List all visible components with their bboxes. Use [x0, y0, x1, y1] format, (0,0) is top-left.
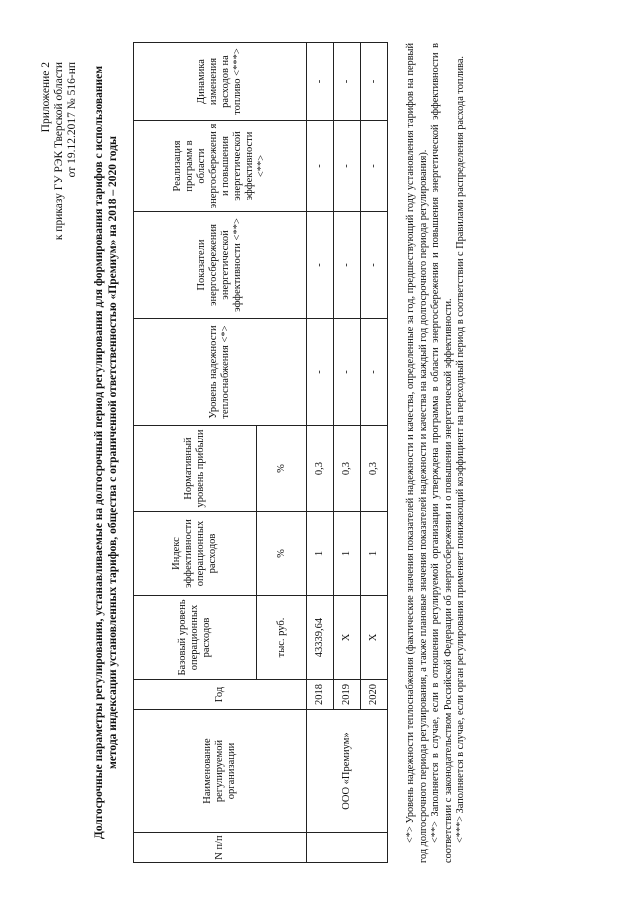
cell-org: ООО «Премиум»: [307, 710, 388, 833]
cell-base: 43339,64: [307, 596, 334, 680]
cell-program: -: [361, 121, 388, 212]
header-program: Реализация программ в области энергосбережени я и повышения энергетической эффективности <**>: [134, 121, 307, 212]
cell-energy: -: [334, 212, 361, 319]
header-fuel: Динамика изменения расходов на топливо <***>: [134, 43, 307, 121]
cell-num: [307, 833, 388, 863]
footnote-1: <*> Уровень надежности теплоснабжения (фактические значения показателей надежности и качества, определенные за год, предшествующий году установления тарифов на первый год долгосрочного периода регулирования, а также плановые значения показателей надежности и качества на каждый год долгосрочного периода регулирования).: [405, 43, 429, 863]
header-year: Год: [134, 680, 307, 710]
header-row: [134, 43, 257, 863]
title-line-1: Долгосрочные параметры регулирования, устанавливаемые на долгосрочный период регулирования для формирования тарифов с использованием: [93, 65, 105, 840]
cell-reliability: -: [361, 319, 388, 426]
cell-reliability: -: [307, 319, 334, 426]
cell-base: X: [334, 596, 361, 680]
header-org: Наименование регулируемой организации: [134, 710, 307, 833]
header-energy: Показатели энергосбережения энергетической эффективности <**>: [134, 212, 307, 319]
footnote-3: <***> Заполняется в случае, если орган регулирования применяет понижающий коэффициент на переходный период в соответствии с Правилами распределения расхода топлива.: [455, 56, 466, 843]
unit-index: %: [257, 512, 307, 596]
cell-index: 1: [361, 512, 388, 596]
appendix-order: к приказу ГУ РЭК Тверской области: [53, 62, 65, 241]
cell-energy: -: [361, 212, 388, 319]
footnote-2: <**> Заполняется в случае, если в отношении регулируемой организации утверждена программа в области энергосбережения и повышения энергетической эффективности в соответствии с законодательством Российской Федерации об энергосбережении и о повышении энергетической эффективности.: [430, 43, 454, 863]
title-line-2: метода индексации установленных тарифов, общества с ограниченной ответственностью «Премиум» на 2018 – 2020 годы: [106, 136, 119, 769]
cell-energy: -: [307, 212, 334, 319]
cell-index: 1: [307, 512, 334, 596]
cell-year: 2018: [307, 680, 334, 710]
cell-profit: 0,3: [361, 426, 388, 512]
appendix-date: от 19.12.2017 № 516-нп: [66, 62, 78, 178]
header-profit: Нормативный уровень прибыли: [134, 426, 257, 512]
appendix-number: Приложение 2: [40, 62, 52, 133]
footnotes: [405, 43, 468, 863]
header-base: Базовый уровень операционных расходов: [134, 596, 257, 680]
cell-index: 1: [334, 512, 361, 596]
unit-profit: %: [257, 426, 307, 512]
cell-base: X: [361, 596, 388, 680]
cell-profit: 0,3: [307, 426, 334, 512]
parameters-table: [133, 42, 388, 863]
cell-profit: 0,3: [334, 426, 361, 512]
cell-fuel: -: [307, 43, 334, 121]
appendix-header: [40, 62, 79, 240]
cell-year: 2019: [334, 680, 361, 710]
cell-program: -: [307, 121, 334, 212]
cell-fuel: -: [361, 43, 388, 121]
unit-base: тыс. руб.: [257, 596, 307, 680]
document-title: [93, 0, 120, 905]
header-index: Индекс эффективности операционных расходов: [134, 512, 257, 596]
header-reliability: Уровень надежности теплоснабжения <*>: [134, 319, 307, 426]
cell-fuel: -: [334, 43, 361, 121]
cell-reliability: -: [334, 319, 361, 426]
table-row: [307, 43, 334, 863]
cell-year: 2020: [361, 680, 388, 710]
header-num: N п/п: [134, 833, 307, 863]
cell-program: -: [334, 121, 361, 212]
